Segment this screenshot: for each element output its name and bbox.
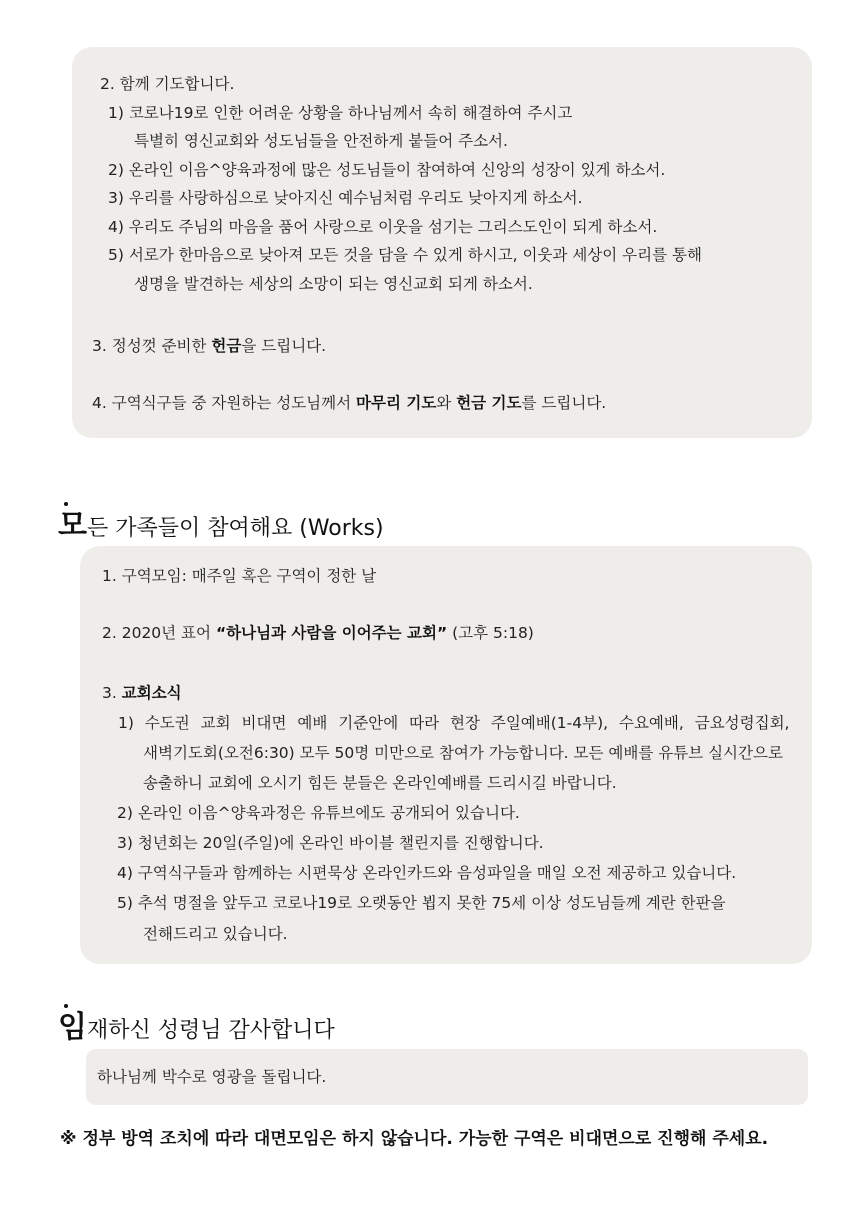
works-motto xyxy=(102,623,534,643)
prayer-item: 1) 코로나19로 인한 어려운 상황을 하나님께서 속히 해결하여 주시고 xyxy=(108,104,573,122)
prayer-item: 3) 우리를 사랑하심으로 낮아지신 예수님처럼 우리도 낮아지게 하소서. xyxy=(108,189,583,207)
news-title-bold: 교회소식 xyxy=(121,684,182,702)
spirit-heading xyxy=(58,1002,335,1046)
spirit-heading-rest: 재하신 성령님 감사합니다 xyxy=(86,1018,335,1043)
works-meeting: 1. 구역모임: 매주일 혹은 구역이 정한 날 xyxy=(102,567,377,585)
notice-text: ※ 정부 방역 조치에 따라 대면모임은 하지 않습니다. 가능한 구역은 비대면으로 진행해 주세요. xyxy=(60,1129,769,1149)
closing-post: 를 드립니다. xyxy=(521,394,607,412)
closing-line xyxy=(92,393,606,413)
spirit-heading-initial: 임 xyxy=(58,1010,87,1045)
closing-bold-1: 마무리 기도 xyxy=(356,394,437,412)
news-title xyxy=(102,683,182,703)
closing-mid: 와 xyxy=(436,394,457,412)
closing-pre: 4. 구역식구들 중 자원하는 성도님께서 xyxy=(92,394,357,412)
prayer-item: 생명을 발견하는 세상의 소망이 되는 영신교회 되게 하소서. xyxy=(134,275,533,293)
news-prefix: 3. xyxy=(102,684,122,702)
prayer-item: 2) 온라인 이음^양육과정에 많은 성도님들이 참여하여 신앙의 성장이 있게 하소서. xyxy=(108,161,666,179)
works-heading xyxy=(58,500,384,544)
news-item: 4) 구역식구들과 함께하는 시편묵상 온라인카드와 음성파일을 매일 오전 제공하고 있습니다. xyxy=(117,864,737,882)
offering-bold: 헌금 xyxy=(211,337,242,355)
offering-post: 을 드립니다. xyxy=(241,337,327,355)
closing-bold-2: 헌금 기도 xyxy=(456,394,522,412)
prayer-item: 4) 우리도 주님의 마음을 품어 사랑으로 이웃을 섬기는 그리스도인이 되게 하소서. xyxy=(108,218,658,236)
prayer-item: 특별히 영신교회와 성도님들을 안전하게 붙들어 주소서. xyxy=(134,132,508,150)
news-item: 2) 온라인 이음^양육과정은 유튜브에도 공개되어 있습니다. xyxy=(117,804,520,822)
news-item: 5) 추석 명절을 앞두고 코로나19로 오랫동안 뵙지 못한 75세 이상 성도님들께 계란 한판을 xyxy=(117,894,726,912)
spirit-text: 하나님께 박수로 영광을 돌립니다. xyxy=(97,1068,327,1086)
motto-bold: “하나님과 사람을 이어주는 교회” xyxy=(215,624,448,642)
offering-pre: 3. 정성껏 준비한 xyxy=(92,337,212,355)
news-item: 3) 청년회는 20일(주일)에 온라인 바이블 챌린지를 진행합니다. xyxy=(117,834,544,852)
motto-pre: 2. 2020년 표어 xyxy=(102,624,216,642)
news-item: 1) 수도권 교회 비대면 예배 기준안에 따라 현장 주일예배(1-4부), 수요예배, 금요성령집회, xyxy=(118,714,790,732)
news-item: 전해드리고 있습니다. xyxy=(143,925,288,943)
works-heading-rest: 든 가족들이 참여해요 (Works) xyxy=(86,516,384,541)
news-item: 새벽기도회(오전6:30) 모두 50명 미만으로 참여가 가능합니다. 모든 예배를 유튜브 실시간으로 xyxy=(143,744,783,762)
motto-post: (고후 5:18) xyxy=(447,624,534,642)
prayer-title: 2. 함께 기도합니다. xyxy=(100,75,235,93)
news-item: 송출하니 교회에 오시기 힘든 분들은 온라인예배를 드리시길 바랍니다. xyxy=(143,774,617,792)
offering-line xyxy=(92,336,326,356)
works-heading-initial: 모 xyxy=(58,508,87,543)
prayer-item: 5) 서로가 한마음으로 낮아져 모든 것을 담을 수 있게 하시고, 이웃과 세상이 우리를 통해 xyxy=(108,246,702,264)
